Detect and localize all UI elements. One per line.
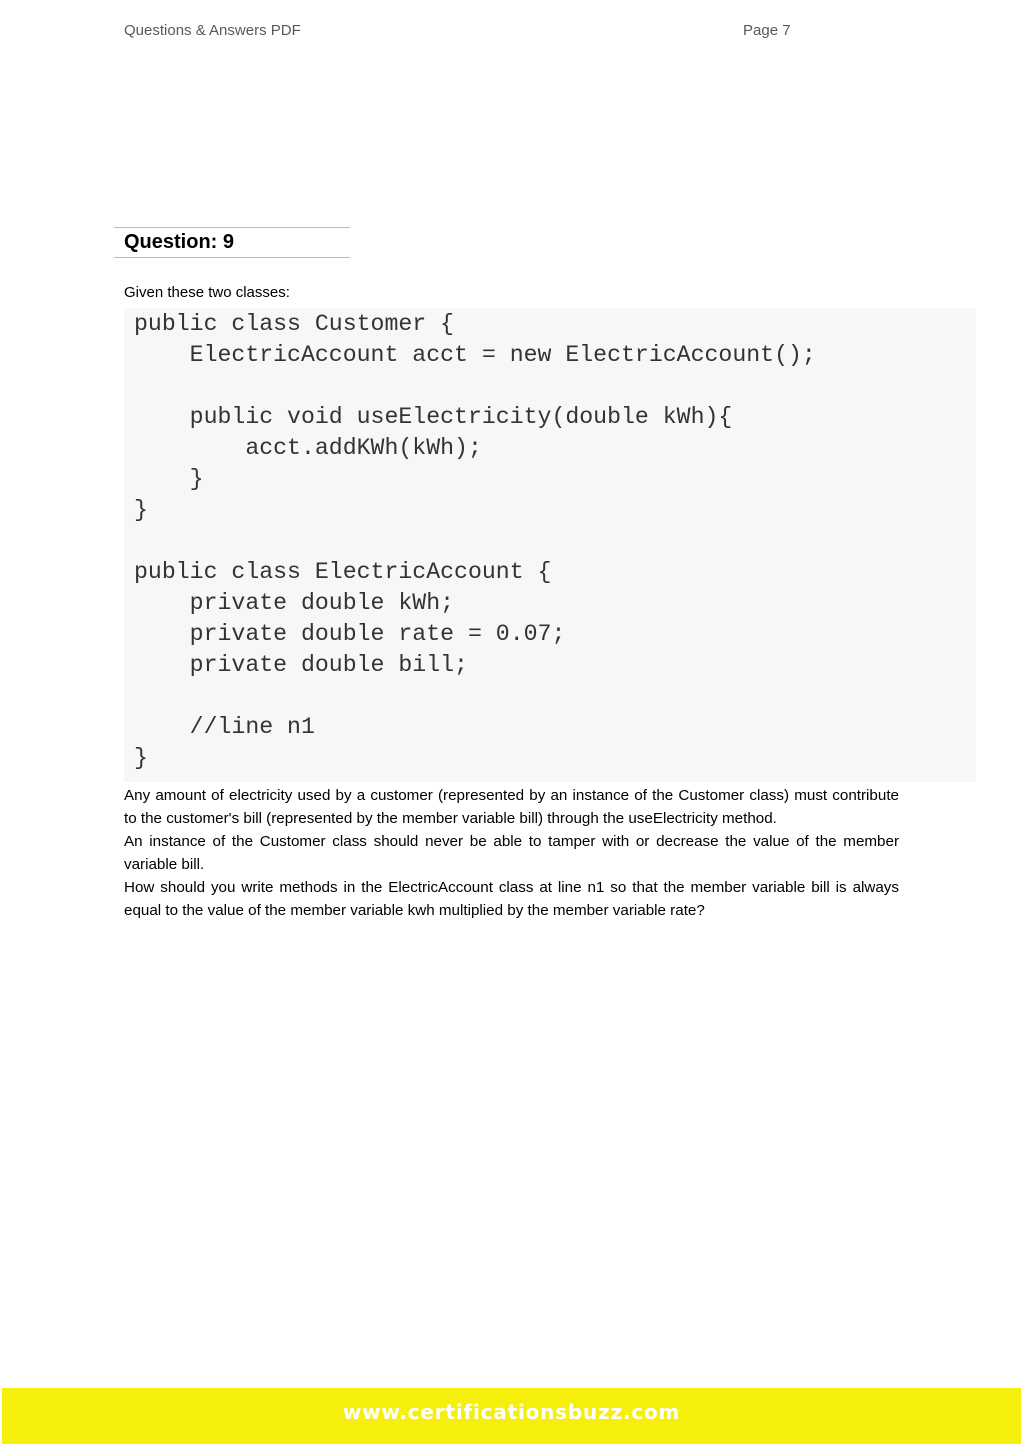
page-number: Page 7 — [743, 22, 791, 39]
code-image — [124, 308, 976, 782]
paragraph: How should you write methods in the ElectricAccount class at line n1 so that the member variable bill is always equal to the value of the member variable kwh multiplied by the member variable rate? — [124, 879, 899, 919]
question-top-rule — [114, 227, 350, 228]
question-title: Question: 9 — [124, 231, 235, 253]
header-title: Questions & Answers PDF — [124, 22, 301, 39]
paragraph: An instance of the Customer class should never be able to tamper with or decrease the value of the member variable bill. — [124, 833, 899, 873]
question-bottom-rule — [114, 257, 350, 258]
question-intro: Given these two classes: — [124, 284, 290, 301]
question-body — [124, 784, 899, 922]
paragraph: Any amount of electricity used by a customer (represented by an instance of the Customer class) must contribute to the customer's bill (represented by the member variable bill) through the useElectricity method. — [124, 787, 899, 827]
footer-link[interactable]: www.certificationsbuzz.com — [342, 1400, 681, 1424]
footer-banner — [2, 1388, 1021, 1444]
code-listing: public class Customer { ElectricAccount acct = new ElectricAccount(); public void useElectricity(double kWh){ acct.addKWh(kWh); } } public class ElectricAccount { private double kWh; private double rate = 0.07; private double bill; //line n1 } — [134, 311, 816, 771]
